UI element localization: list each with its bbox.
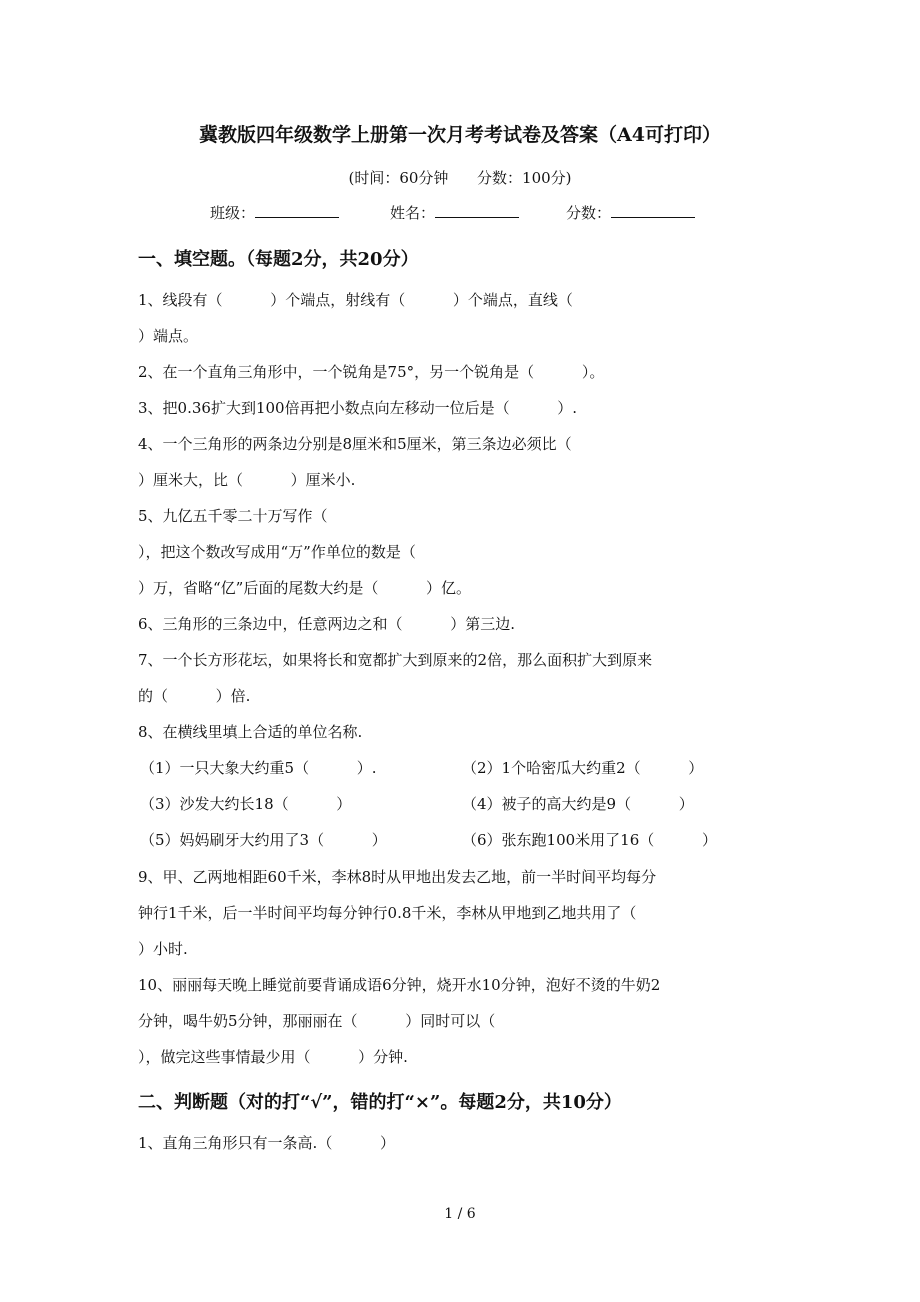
class-field <box>210 202 339 223</box>
q8-item: （5）妈妈刷牙大约用了3（ ） <box>140 831 387 849</box>
question-line: 钟行1千米，后一半时间平均每分钟行0.8千米，李林从甲地到乙地共用了（ <box>138 904 637 922</box>
class-blank <box>255 203 339 218</box>
q8-item: （4）被子的高大约是9（ ） <box>462 795 694 813</box>
question-line: 1、直角三角形只有一条高.（ ） <box>138 1134 395 1152</box>
question-line: 10、丽丽每天晚上睡觉前要背诵成语6分钟，烧开水10分钟，泡好不烫的牛奶2 <box>138 976 661 994</box>
q8-item: （3）沙发大约长18（ ） <box>140 795 352 813</box>
question-line: ）小时. <box>138 940 188 958</box>
exam-time-score: (时间：60分钟 分数：100分) <box>348 169 572 187</box>
q8-item: （1）一只大象大约重5（ ）. <box>140 759 377 777</box>
page-title: 冀教版四年级数学上册第一次月考考试卷及答案（A4可打印） <box>199 124 721 146</box>
question-line: 4、一个三角形的两条边分别是8厘米和5厘米，第三条边必须比（ <box>138 435 572 453</box>
question-line: ）厘米大，比（ ）厘米小. <box>138 471 356 489</box>
question-line: ），把这个数改写成用“万”作单位的数是（ <box>138 543 416 561</box>
class-label: 班级： <box>210 204 256 222</box>
name-blank <box>435 203 519 218</box>
section-2-heading: 二、判断题（对的打“√”，错的打“×”。每题2分，共10分） <box>138 1092 622 1113</box>
name-label: 姓名： <box>390 204 436 222</box>
q8-item: （6）张东跑100米用了16（ ） <box>462 831 717 849</box>
question-line: 5、九亿五千零二十万写作（ <box>138 507 328 525</box>
q8-item: （2）1个哈密瓜大约重2（ ） <box>462 759 704 777</box>
question-line: 1、线段有（ ）个端点，射线有（ ）个端点，直线（ <box>138 291 573 309</box>
section-1-heading: 一、填空题。（每题2分，共20分） <box>138 249 419 270</box>
score-field <box>566 202 695 223</box>
question-line: 2、在一个直角三角形中，一个锐角是75°，另一个锐角是（ ）。 <box>138 363 605 381</box>
question-line: 3、把0.36扩大到100倍再把小数点向左移动一位后是（ ）. <box>138 399 578 417</box>
score-label: 分数： <box>566 204 612 222</box>
question-line: 9、甲、乙两地相距60千米，李林8时从甲地出发去乙地，前一半时间平均每分 <box>138 868 657 886</box>
page-number: 1 / 6 <box>444 1206 476 1222</box>
question-line: ）端点。 <box>138 327 199 345</box>
question-line: ）万，省略“亿”后面的尾数大约是（ ）亿。 <box>138 579 472 597</box>
question-line: 7、一个长方形花坛，如果将长和宽都扩大到原来的2倍，那么面积扩大到原来 <box>138 651 653 669</box>
name-field <box>390 202 519 223</box>
question-line: ），做完这些事情最少用（ ）分钟. <box>138 1048 408 1066</box>
question-line: 8、在横线里填上合适的单位名称. <box>138 723 363 741</box>
question-line: 6、三角形的三条边中，任意两边之和（ ）第三边. <box>138 615 515 633</box>
question-line: 分钟，喝牛奶5分钟，那丽丽在（ ）同时可以（ <box>138 1012 496 1030</box>
score-blank <box>611 203 695 218</box>
question-line: 的（ ）倍. <box>138 687 251 705</box>
